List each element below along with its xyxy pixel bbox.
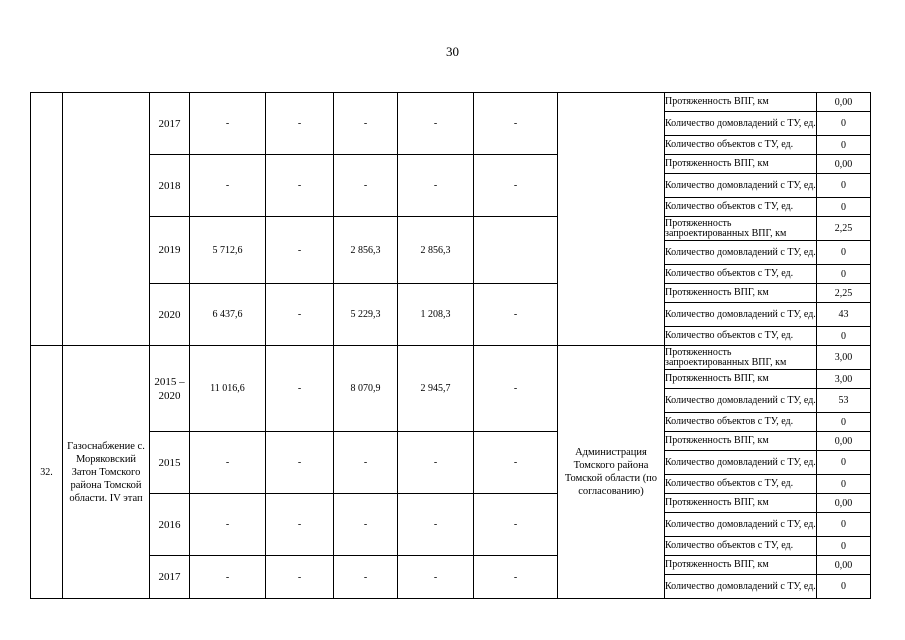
- indicator-name: Протяженность ВПГ, км: [665, 284, 817, 303]
- program-name: Газоснабжение с. Моряковский Затон Томского района Томской области. IV этап: [67, 440, 145, 504]
- table-row: [31, 432, 871, 451]
- row-number-cell: [31, 93, 63, 346]
- indicator-name: Протяженность запроектированных ВПГ, км: [665, 217, 817, 241]
- table-row: [31, 494, 871, 513]
- year-cell: [150, 432, 190, 494]
- amount-total: 5 712,6: [212, 244, 243, 256]
- table-row: [31, 556, 871, 575]
- amount-federal: -: [297, 519, 302, 530]
- year: 2018: [158, 179, 181, 192]
- indicator-name: Количество домовладений с ТУ, ед.: [665, 513, 817, 537]
- amount-local: 2 945,7: [420, 383, 451, 394]
- year-cell: [150, 217, 190, 284]
- amount-total-cell: [190, 284, 266, 346]
- indicator-name: Количество домовладений с ТУ, ед.: [665, 575, 817, 599]
- indicator-value: 0: [817, 265, 871, 284]
- amount-local: 1 208,3: [420, 309, 451, 320]
- indicator-value: 3,00: [817, 370, 871, 389]
- responsible-cell: [558, 93, 665, 346]
- indicator-value: 2,25: [817, 284, 871, 303]
- indicator-name: Количество объектов с ТУ, ед.: [665, 198, 817, 217]
- amount-local-cell: [398, 284, 474, 346]
- program-name-cell: [63, 93, 150, 346]
- amount-federal: -: [297, 118, 302, 129]
- amount-federal-cell: [266, 155, 334, 217]
- amount-total-cell: [190, 432, 266, 494]
- amount-other: -: [513, 457, 518, 468]
- amount-local-cell: [398, 432, 474, 494]
- indicator-name: Количество домовладений с ТУ, ед.: [665, 241, 817, 265]
- amount-other-cell: [474, 93, 558, 155]
- indicator-value: 0: [817, 451, 871, 475]
- indicator-name: Количество домовладений с ТУ, ед.: [665, 303, 817, 327]
- table-row: [31, 93, 871, 112]
- year: 2016: [158, 518, 181, 531]
- indicator-name: Количество объектов с ТУ, ед.: [665, 327, 817, 346]
- row-number-cell: [31, 346, 63, 599]
- amount-regional: 8 070,9: [350, 383, 381, 394]
- amount-regional-cell: [334, 155, 398, 217]
- amount-federal: -: [297, 180, 302, 191]
- indicator-name: Количество домовладений с ТУ, ед.: [665, 451, 817, 475]
- amount-other-cell: [474, 556, 558, 599]
- indicator-value: 0: [817, 413, 871, 432]
- indicator-name: Протяженность ВПГ, км: [665, 556, 817, 575]
- amount-other: -: [513, 118, 518, 129]
- indicator-name: Количество объектов с ТУ, ед.: [665, 537, 817, 556]
- amount-federal: -: [297, 383, 302, 394]
- indicator-value: 0: [817, 136, 871, 155]
- amount-regional: -: [363, 457, 368, 468]
- amount-other-cell: [474, 155, 558, 217]
- amount-federal-cell: [266, 556, 334, 599]
- amount-other: -: [513, 180, 518, 191]
- amount-local: 2 856,3: [420, 244, 451, 256]
- amount-total-cell: [190, 93, 266, 155]
- indicator-value: 0,00: [817, 93, 871, 112]
- program-table: [30, 92, 871, 599]
- indicator-name: Протяженность запроектированных ВПГ, км: [665, 346, 817, 370]
- amount-regional-cell: [334, 432, 398, 494]
- amount-federal: -: [297, 457, 302, 468]
- amount-regional: -: [363, 180, 368, 191]
- amount-regional: 5 229,3: [350, 309, 381, 320]
- amount-total-cell: [190, 556, 266, 599]
- indicator-name: Количество объектов с ТУ, ед.: [665, 475, 817, 494]
- year-cell: [150, 494, 190, 556]
- amount-other-cell: [474, 494, 558, 556]
- indicator-value: 0: [817, 174, 871, 198]
- amount-local-cell: [398, 494, 474, 556]
- page-number: 30: [446, 44, 459, 59]
- amount-total: 11 016,6: [210, 383, 245, 394]
- year: 2017: [158, 571, 181, 583]
- amount-federal: -: [297, 571, 302, 583]
- amount-total: -: [225, 118, 230, 129]
- indicator-name: Протяженность ВПГ, км: [665, 93, 817, 112]
- amount-other: -: [513, 571, 518, 583]
- amount-local: -: [433, 180, 438, 191]
- indicator-value: 0: [817, 475, 871, 494]
- amount-total-cell: [190, 346, 266, 432]
- amount-local: -: [433, 571, 438, 583]
- amount-other-cell: [474, 346, 558, 432]
- indicator-name: Протяженность ВПГ, км: [665, 155, 817, 174]
- indicator-value: 53: [817, 389, 871, 413]
- year-cell: [150, 556, 190, 599]
- amount-local-cell: [398, 556, 474, 599]
- amount-local-cell: [398, 346, 474, 432]
- year: 2019: [158, 244, 181, 256]
- amount-total-cell: [190, 155, 266, 217]
- amount-other-cell: [474, 217, 558, 284]
- year-cell: [150, 93, 190, 155]
- amount-regional-cell: [334, 217, 398, 284]
- indicator-name: Протяженность ВПГ, км: [665, 494, 817, 513]
- indicator-name: Протяженность ВПГ, км: [665, 432, 817, 451]
- row-number: 32.: [40, 466, 53, 478]
- indicator-name: Количество объектов с ТУ, ед.: [665, 265, 817, 284]
- amount-other: -: [513, 309, 518, 320]
- amount-federal-cell: [266, 494, 334, 556]
- indicator-value: 3,00: [817, 346, 871, 370]
- year: 2017: [158, 117, 181, 130]
- amount-federal-cell: [266, 93, 334, 155]
- year: 2015 – 2020: [154, 375, 185, 402]
- table-body: [31, 93, 871, 599]
- amount-total-cell: [190, 217, 266, 284]
- amount-regional: -: [363, 519, 368, 530]
- amount-regional-cell: [334, 494, 398, 556]
- amount-local-cell: [398, 93, 474, 155]
- amount-federal-cell: [266, 284, 334, 346]
- amount-other: -: [513, 519, 518, 530]
- indicator-name: Количество домовладений с ТУ, ед.: [665, 112, 817, 136]
- amount-total: 6 437,6: [212, 309, 243, 320]
- amount-federal-cell: [266, 432, 334, 494]
- indicator-value: 0: [817, 327, 871, 346]
- amount-federal: -: [297, 309, 302, 320]
- amount-total: -: [225, 571, 230, 583]
- amount-federal-cell: [266, 346, 334, 432]
- responsible-name: Администрация Томского района Томской области (по согласованию): [564, 447, 658, 497]
- indicator-value: 0: [817, 241, 871, 265]
- table-row: [31, 155, 871, 174]
- amount-other-cell: [474, 432, 558, 494]
- amount-federal: -: [297, 244, 302, 256]
- indicator-name: Количество объектов с ТУ, ед.: [665, 136, 817, 155]
- indicator-value: 0: [817, 112, 871, 136]
- indicator-value: 0,00: [817, 494, 871, 513]
- amount-local: -: [433, 118, 438, 129]
- year: 2015: [158, 456, 181, 469]
- indicator-value: 0,00: [817, 556, 871, 575]
- table-row: [31, 346, 871, 370]
- amount-other-cell: [474, 284, 558, 346]
- amount-local: -: [433, 519, 438, 530]
- amount-total: -: [225, 457, 230, 468]
- indicator-value: 0: [817, 537, 871, 556]
- indicator-value: 0,00: [817, 432, 871, 451]
- indicator-name: Количество домовладений с ТУ, ед.: [665, 174, 817, 198]
- amount-regional-cell: [334, 346, 398, 432]
- indicator-value: 0: [817, 198, 871, 217]
- year-cell: [150, 155, 190, 217]
- amount-regional: -: [363, 118, 368, 129]
- amount-regional-cell: [334, 284, 398, 346]
- responsible-cell: [558, 346, 665, 599]
- amount-regional: -: [363, 571, 368, 583]
- year-cell: [150, 346, 190, 432]
- table-row: [31, 284, 871, 303]
- amount-regional-cell: [334, 93, 398, 155]
- program-name-cell: [63, 346, 150, 599]
- indicator-value: 0: [817, 513, 871, 537]
- amount-total-cell: [190, 494, 266, 556]
- indicator-value: 0: [817, 575, 871, 599]
- year: 2020: [158, 308, 181, 321]
- amount-local: -: [433, 457, 438, 468]
- indicator-name: Количество домовладений с ТУ, ед.: [665, 389, 817, 413]
- amount-local-cell: [398, 217, 474, 284]
- indicator-value: 0,00: [817, 155, 871, 174]
- indicator-value: 2,25: [817, 217, 871, 241]
- amount-other: -: [513, 383, 518, 394]
- indicator-name: Протяженность ВПГ, км: [665, 370, 817, 389]
- table-row: [31, 217, 871, 241]
- amount-regional-cell: [334, 556, 398, 599]
- amount-total: -: [225, 519, 230, 530]
- amount-total: -: [225, 180, 230, 191]
- indicator-name: Количество объектов с ТУ, ед.: [665, 413, 817, 432]
- amount-local-cell: [398, 155, 474, 217]
- amount-federal-cell: [266, 217, 334, 284]
- amount-regional: 2 856,3: [350, 244, 381, 256]
- year-cell: [150, 284, 190, 346]
- indicator-value: 43: [817, 303, 871, 327]
